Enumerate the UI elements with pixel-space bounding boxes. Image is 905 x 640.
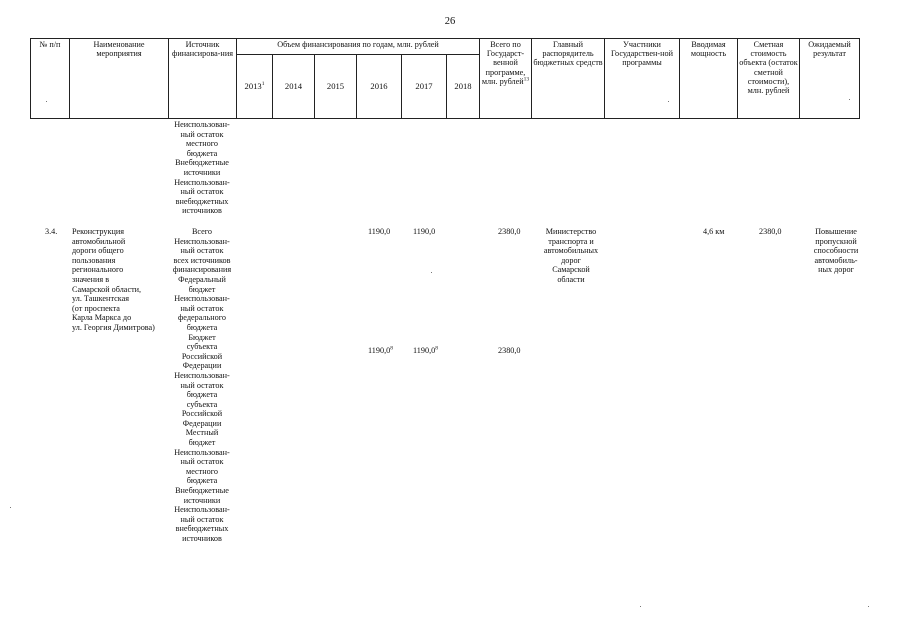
- result-line: пропускной: [815, 236, 857, 246]
- source-line: источники: [183, 495, 221, 505]
- row-result: [806, 227, 866, 275]
- result-line: ных дорог: [818, 265, 854, 275]
- source-line: Неиспользован-: [174, 370, 230, 380]
- value-total-2016: 1190,0: [368, 227, 391, 236]
- scan-speck: [46, 101, 47, 102]
- source-line: бюджет: [188, 284, 216, 294]
- source-line: ный остаток: [180, 246, 224, 256]
- top-sources-list: [166, 120, 238, 216]
- source-line: бюджета: [186, 390, 218, 400]
- source-line: источники: [183, 167, 221, 177]
- source-line: источников: [182, 206, 222, 216]
- year-2015: 2015: [315, 55, 357, 119]
- name-line: регионального: [72, 265, 124, 275]
- header-cost: Сметная стоимость объекта (остаток сметной стоимости), млн. рублей: [738, 39, 800, 119]
- value-subject-total: 2380,0: [498, 346, 521, 355]
- name-line: дороги общего: [72, 246, 124, 256]
- result-line: автомобиль-: [814, 255, 858, 265]
- source-line: ный остаток: [180, 187, 224, 197]
- year-2016: 2016: [357, 55, 402, 119]
- source-line: бюджета: [186, 148, 218, 158]
- row-manager: [533, 227, 609, 285]
- source-line: финансирования: [172, 265, 232, 275]
- manager-line: автомобильных: [543, 246, 599, 256]
- value-total-2017: 1190,0: [413, 227, 436, 236]
- source-line: Российской: [181, 351, 223, 361]
- source-line: Федеральный: [178, 274, 226, 284]
- source-line: федерального: [178, 313, 226, 323]
- value-subject-2016: 1190,0$^8$: [368, 345, 393, 355]
- source-line: Неиспользован-: [174, 294, 230, 304]
- source-line: Всего: [191, 227, 213, 236]
- name-line: (от проспекта: [72, 303, 120, 313]
- source-line: Внебюджетные: [175, 486, 229, 496]
- source-line: субъекта: [186, 342, 218, 352]
- source-line: Неиспользован-: [174, 505, 230, 515]
- source-line: Неиспользован-: [174, 447, 230, 457]
- name-line: ул. Ташкентская: [72, 294, 130, 304]
- source-line: местного: [186, 466, 218, 476]
- scan-speck: [849, 99, 850, 100]
- source-line: всех источников: [173, 255, 231, 265]
- header-total: Всего по Государст-венной программе, млн. рублей$^{13}$: [480, 39, 532, 119]
- header-manager: Главный распорядитель бюджетных средств: [532, 39, 605, 119]
- source-line: Неиспользован-: [174, 120, 230, 129]
- source-line: Неиспользован-: [174, 177, 230, 187]
- source-line: Бюджет: [188, 332, 216, 342]
- value-subject-2017: 1190,0$^8$: [413, 345, 438, 355]
- scan-speck: [668, 101, 669, 102]
- header-result: Ожидаемый результат: [800, 39, 860, 119]
- year-2017: 2017: [402, 55, 447, 119]
- scan-speck: [868, 606, 869, 607]
- header-funding: Объем финансирования по годам, млн. рублей: [237, 39, 480, 55]
- source-line: бюджет: [188, 438, 216, 448]
- source-line: бюджета: [186, 322, 218, 332]
- result-line: Повышение: [815, 227, 857, 236]
- result-line: способности: [813, 246, 859, 256]
- year-2014: 2014: [273, 55, 315, 119]
- row-name: [72, 227, 170, 333]
- source-line: ный остаток: [180, 514, 224, 524]
- source-line: внебюджетных: [175, 196, 229, 206]
- name-line: ул. Георгия Димитрова): [72, 322, 155, 332]
- scan-speck: [640, 606, 641, 607]
- row-capacity: 4,6 км: [703, 227, 725, 236]
- source-line: Федерации: [182, 418, 222, 428]
- header-name: Наименование мероприятия: [70, 39, 169, 119]
- source-line: Неиспользован-: [174, 236, 230, 246]
- header-source: Источник финансирова-ния: [169, 39, 237, 119]
- manager-line: транспорта и: [548, 236, 594, 246]
- source-line: Местный: [185, 428, 219, 438]
- year-2018: 2018: [447, 55, 480, 119]
- source-line: Федерации: [182, 361, 222, 371]
- name-line: Самарской области,: [72, 284, 142, 294]
- name-line: пользования: [72, 255, 116, 265]
- name-line: Реконструкция: [72, 227, 125, 236]
- source-line: Российской: [181, 409, 223, 419]
- source-line: бюджета: [186, 476, 218, 486]
- name-line: Карла Маркса до: [72, 313, 132, 323]
- source-line: ный остаток: [180, 380, 224, 390]
- manager-line: Министерство: [545, 227, 597, 236]
- manager-line: Самарской: [552, 265, 590, 275]
- value-total-all: 2380,0: [498, 227, 521, 236]
- row-cost: 2380,0: [759, 227, 782, 236]
- row-number: 3.4.: [45, 227, 58, 236]
- source-line: Внебюджетные: [175, 158, 229, 168]
- scan-speck: [431, 272, 432, 273]
- source-line: субъекта: [186, 399, 218, 409]
- scan-speck: [10, 507, 11, 508]
- page-number: 26: [444, 16, 456, 27]
- source-line: ный остаток: [180, 129, 224, 139]
- manager-line: дорог: [561, 255, 581, 265]
- source-line: внебюджетных: [175, 524, 229, 534]
- header-table: [30, 38, 860, 119]
- source-line: местного: [186, 139, 218, 149]
- name-line: значения в: [72, 274, 110, 284]
- source-line: источников: [182, 534, 222, 543]
- source-line: ный остаток: [180, 457, 224, 467]
- header-capacity: Вводимая мощность: [680, 39, 738, 119]
- row-sources-list: [166, 227, 238, 544]
- source-line: ный остаток: [180, 303, 224, 313]
- header-participants: Участники Государствен-ной программы: [605, 39, 680, 119]
- name-line: автомобильной: [72, 236, 126, 246]
- header-number: № п/п: [31, 39, 70, 119]
- year-2013: 2013$^1$: [237, 55, 273, 119]
- manager-line: области: [557, 274, 585, 284]
